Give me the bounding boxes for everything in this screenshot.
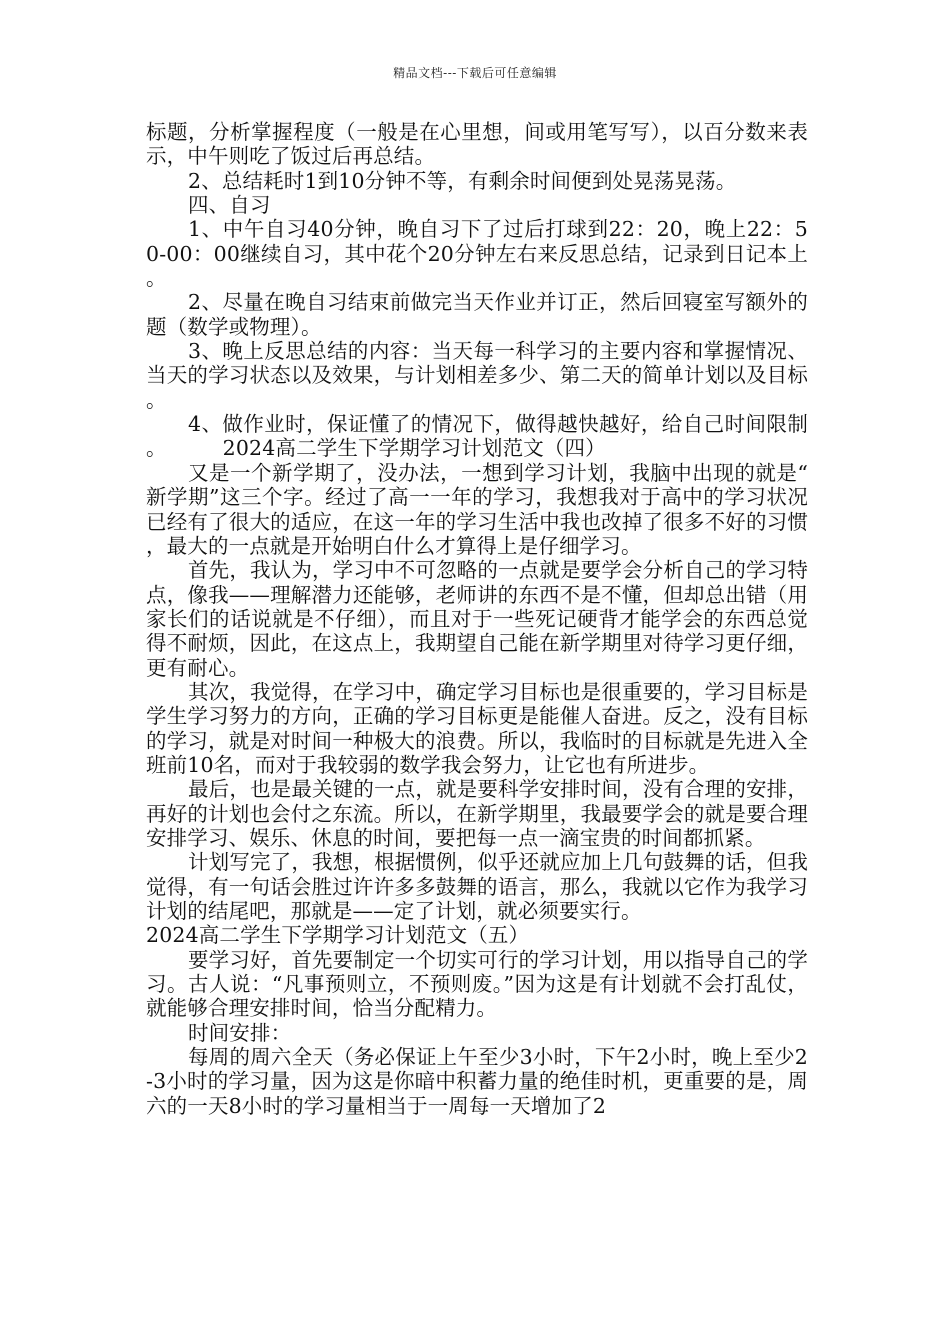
- document-body: [146, 120, 808, 1118]
- paragraph: 时间安排：: [188, 1020, 292, 1045]
- paragraph: 又是一个新学期了，没办法，一想到学习计划，我脑中出现的就是“新学期”这三个字。经过了高一一年的学习，我想我对于高中的学习状况已经有了很大的适应，在这一年的学习生活中我也改掉了很多不好的习惯，最大的一点就是开始明白什么才算得上是仔细学习。: [146, 460, 808, 558]
- section-title: 2024高二学生下学期学习计划范文（五）: [146, 923, 530, 948]
- paragraph: 其次，我觉得，在学习中，确定学习目标也是很重要的，学习目标是学生学习努力的方向，正确的学习目标更是能催人奋进。反之，没有目标的学习，就是对时间一种极大的浪费。所以，我临时的目标就是先进入全班前10名，而对于我较弱的数学我会努力，让它也有所进步。: [146, 679, 808, 777]
- paragraph: 要学习好，首先要制定一个切实可行的学习计划，用以指导自己的学习。古人说：“凡事预则立，不预则废。”因为这是有计划就不会打乱仗，就能够合理安排时间，恰当分配精力。: [146, 947, 808, 1021]
- paragraph: 每周的周六全天（务必保证上午至少3小时，下午2小时，晚上至少2-3小时的学习量，因为这是你暗中积蓄力量的绝佳时机，更重要的是，周六的一天8小时的学习量相当于一周每一天增加了2: [146, 1045, 808, 1118]
- paragraph: 首先，我认为，学习中不可忽略的一点就是要学会分析自己的学习特点，像我——理解潜力还能够，老师讲的东西不是不懂，但却总出错（用家长们的话说就是不仔细），而且对于一些死记硬背才能学会的东西总觉得不耐烦，因此，在这点上，我期望自己能在新学期里对待学习更仔细，更有耐心。: [146, 558, 808, 680]
- section-title: 2024高二学生下学期学习计划范文（四）: [222, 436, 606, 461]
- paragraph: 2、总结耗时1到10分钟不等，有剩余时间便到处晃荡晃荡。: [188, 168, 737, 193]
- paragraph-with-title: [146, 412, 808, 461]
- paragraph: 标题，分析掌握程度（一般是在心里想，间或用笔写写），以百分数来表示，中午则吃了饭过后再总结。: [146, 120, 808, 169]
- section-heading: 四、自习: [188, 193, 271, 218]
- paragraph: 2、尽量在晚自习结束前做完当天作业并订正，然后回寝室写额外的题（数学或物理）。: [146, 290, 808, 339]
- page-header: 精品文档---下载后可任意编辑: [393, 66, 557, 80]
- paragraph: 计划写完了，我想，根据惯例，似乎还就应加上几句鼓舞的话，但我觉得，有一句话会胜过许许多多鼓舞的语言，那么，我就以它作为我学习计划的结尾吧，那就是——定了计划，就必须要实行。: [146, 850, 808, 923]
- paragraph: 1、中午自习40分钟，晚自习下了过后打球到22：20，晚上22：50-00：00继续自习，其中花个20分钟左右来反思总结，记录到日记本上。: [146, 217, 808, 291]
- paragraph: 3、晚上反思总结的内容：当天每一科学习的主要内容和掌握情况、当天的学习状态以及效果，与计划相差多少、第二天的简单计划以及目标。: [146, 339, 808, 412]
- paragraph-text: 4、做作业时，保证懂了的情况下，做得越快越好，给自己时间限制。: [146, 412, 808, 461]
- paragraph: 最后，也是最关键的一点，就是要科学安排时间，没有合理的安排，再好的计划也会付之东流。所以，在新学期里，我最要学会的就是要合理安排学习、娱乐、休息的时间，要把每一点一滴宝贵的时间都抓紧。: [146, 777, 808, 850]
